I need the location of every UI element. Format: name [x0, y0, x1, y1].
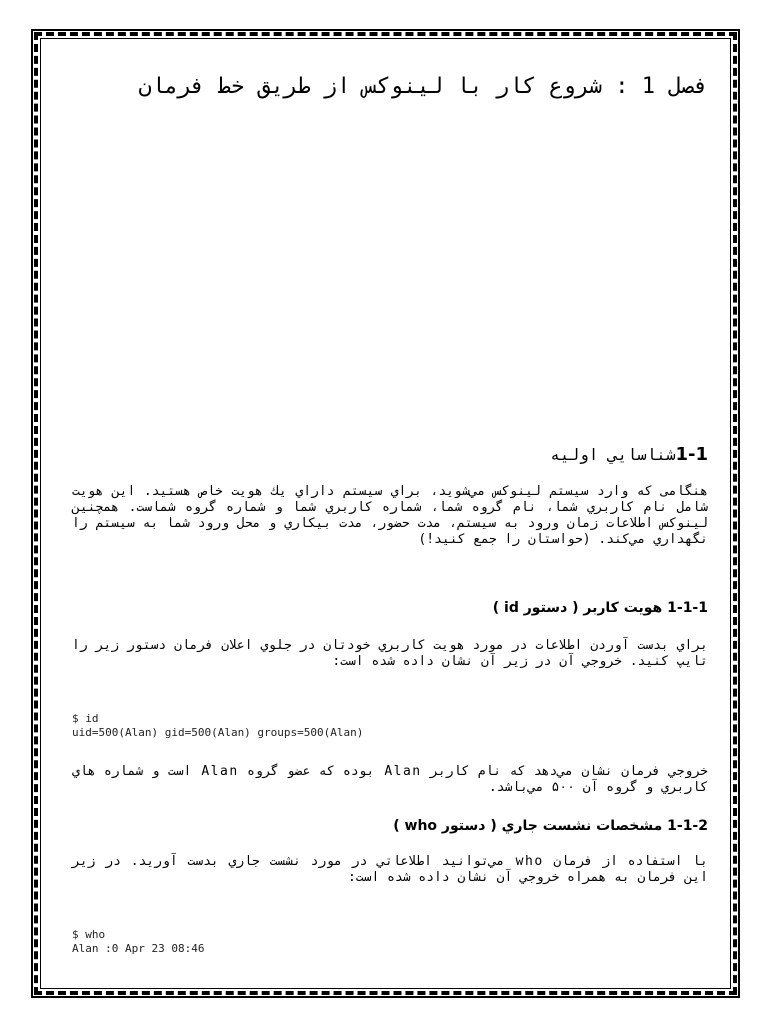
- section-1-1-paragraph: هنگامی كه وارد سيستم لينوكس مي‌شويد، براي سيستم داراي يك هويت خاص هستيد. اين هويت شامل نام كاربري شما، نام گروه شما، شماره كاربري شما و شماره گروه شماست. همچنين لينوكس اطلاعات زمان ورود به سيستم، مدت حضور، مدت بيكاري و محل ورود شما به سيستم را نگهداري مي‌كند. (حواستان را جمع كنيد!): [72, 484, 708, 547]
- chapter-title: فصل 1 : شروع كار با لينوكس از طريق خط فرمان: [138, 74, 708, 99]
- code-block-id: $ id uid=500(Alan) gid=500(Alan) groups=500(Alan): [72, 712, 364, 739]
- section-heading-1-1: [72, 444, 708, 466]
- subsection-1-1-2-paragraph: با استفاده از فرمان who مي‌توانيد اطلاعاتي در مورد نشست جاري بدست آوريد. در زير اين فرمان به همراه خروجي آن نشان داده شده است:: [72, 854, 708, 885]
- subsection-1-1-1-result-paragraph: خروجي فرمان نشان مي‌دهد كه نام كاربر Alan بوده كه عضو گروه Alan است و شماره هاي كاربري و گروه آن ۵۰۰ مي‌باشد.: [72, 764, 708, 795]
- section-title-text: شناسايي اوليه: [550, 445, 676, 464]
- subsection-heading-1-1-1: 1-1-1 هويت كاربر ( دستور id ): [492, 600, 708, 616]
- subsection-heading-1-1-2: 1-1-2 مشخصات نشست جاري ( دستور who ): [393, 818, 708, 834]
- subsection-1-1-1-paragraph: براي بدست آوردن اطلاعات در مورد هويت كاربري خودتان در جلوي اعلان فرمان دستور زير را تايپ كنيد. خروجي آن در زير آن نشان داده شده است:: [72, 638, 708, 669]
- code-block-who: $ who Alan :0 Apr 23 08:46: [72, 928, 205, 955]
- section-number: 1-1: [675, 444, 708, 465]
